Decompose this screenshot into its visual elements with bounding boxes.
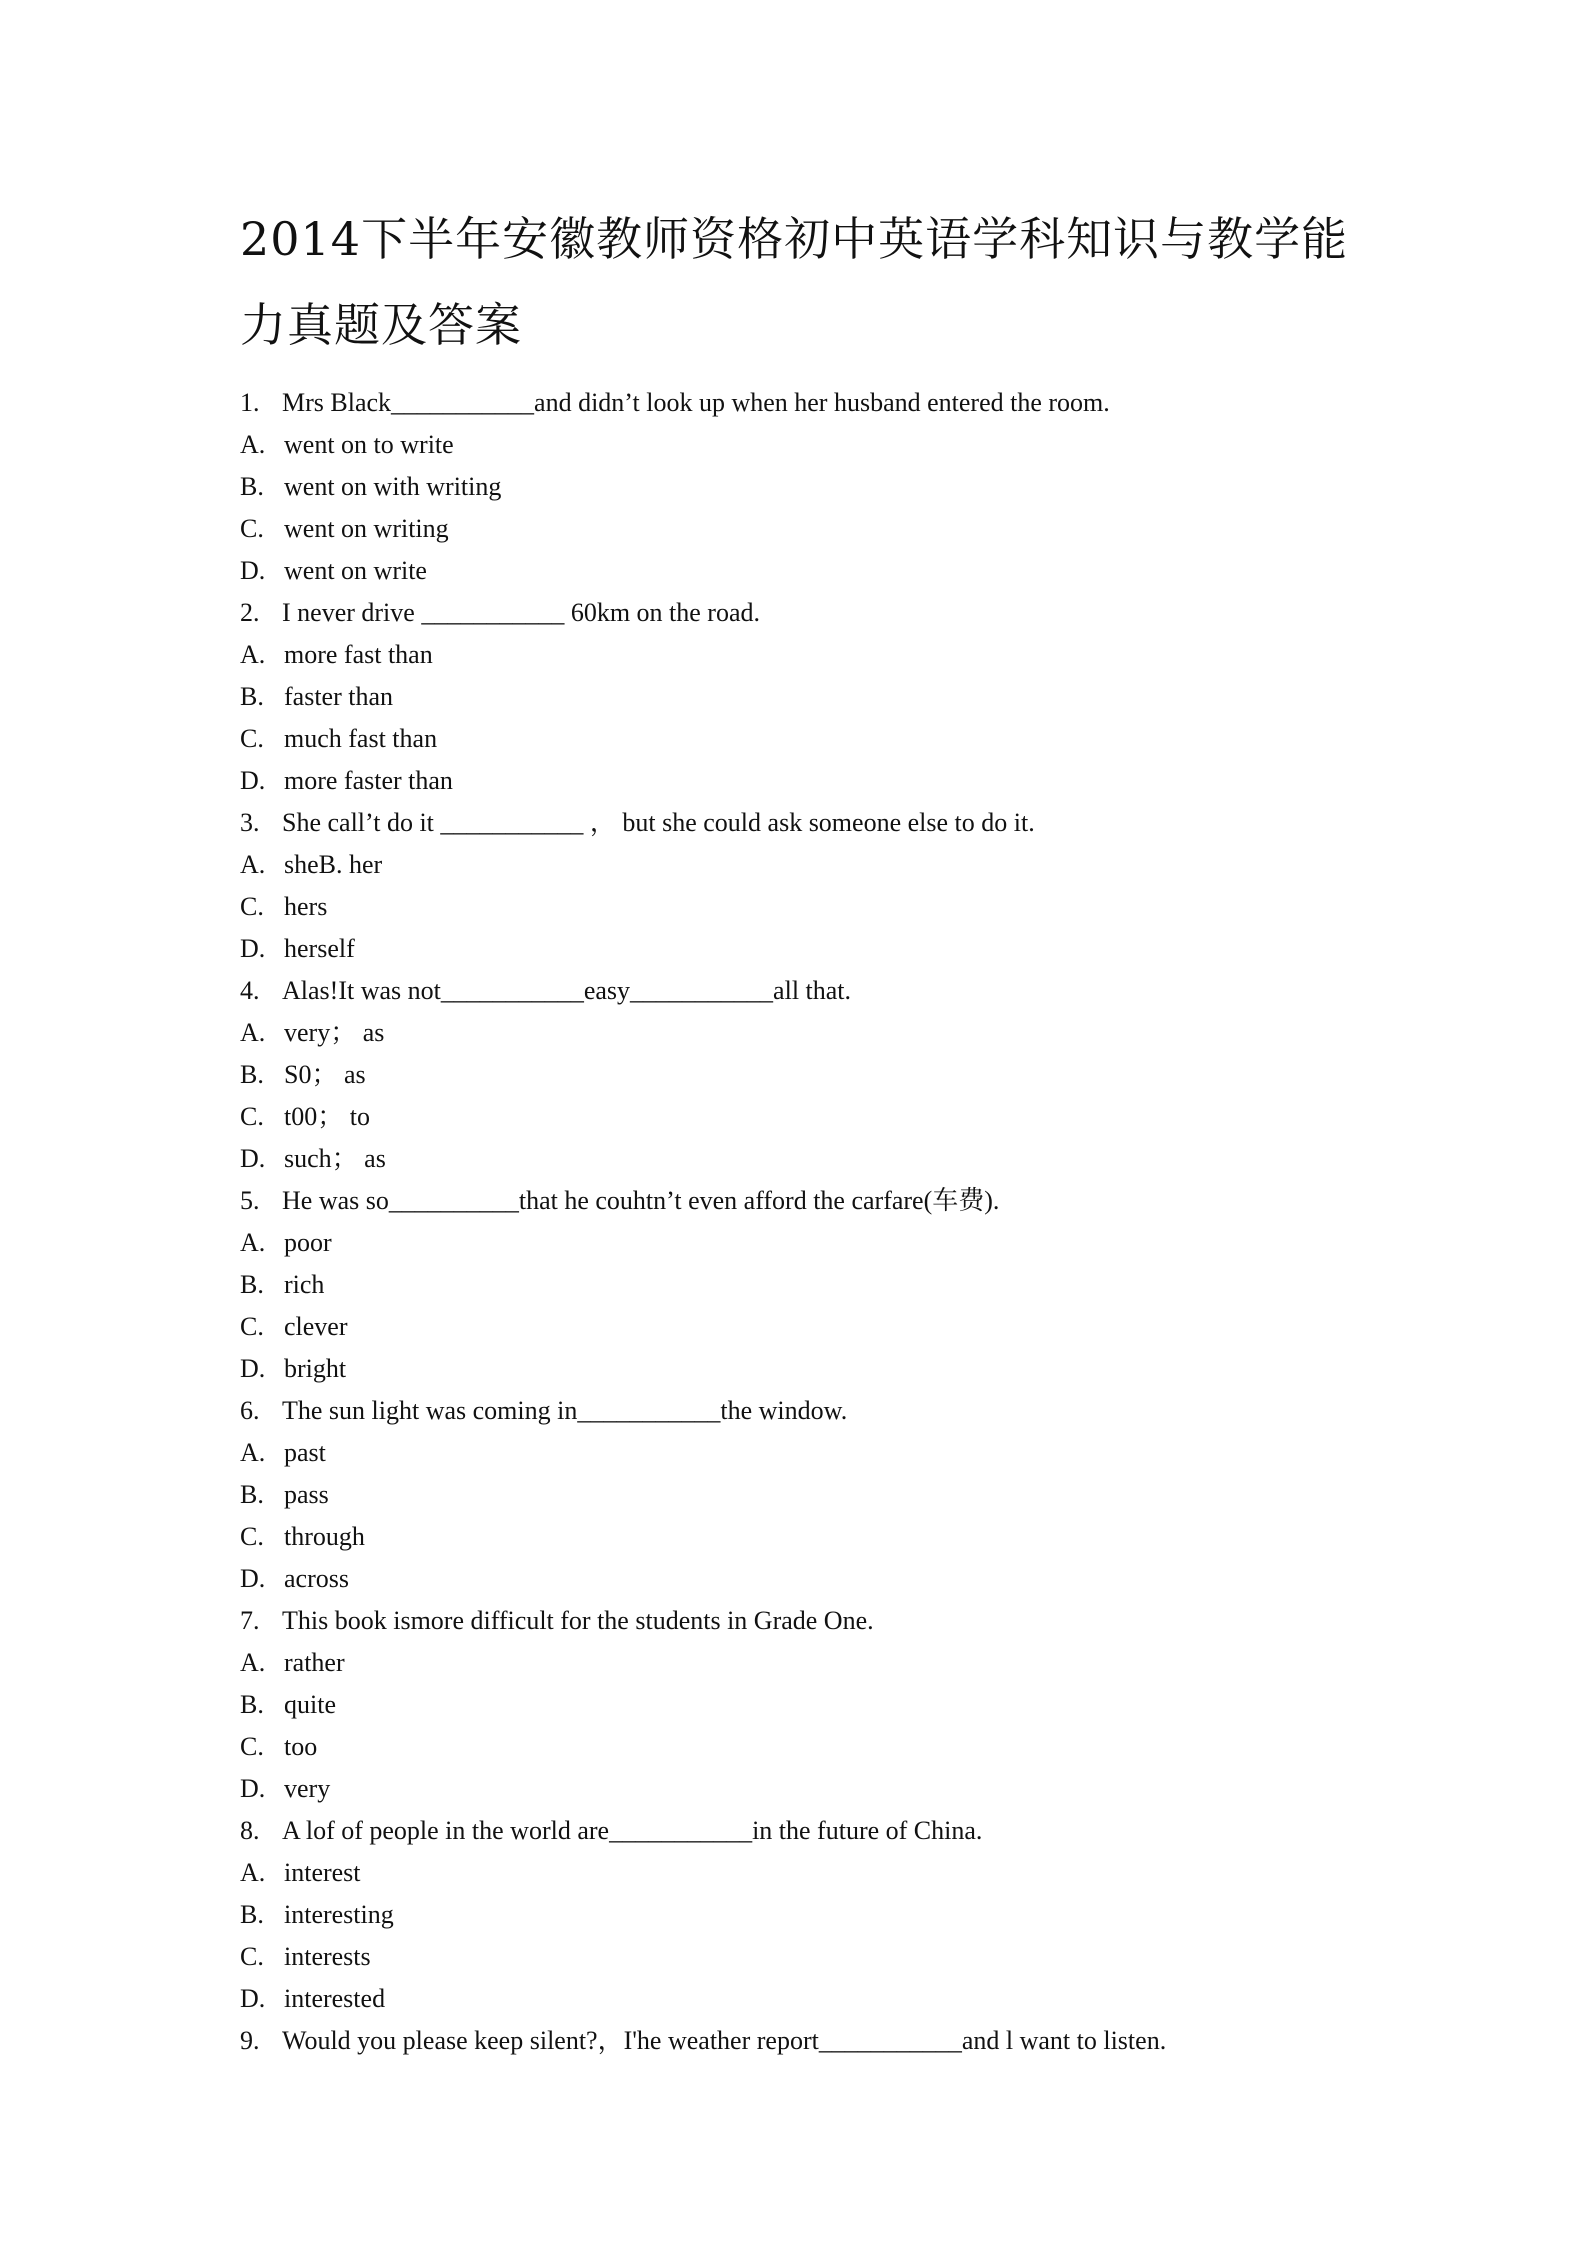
option-letter: A. [240, 1018, 266, 1047]
answer-option [240, 1516, 1360, 1558]
question-stem [240, 802, 1360, 844]
option-text: went on write [284, 556, 427, 585]
answer-option [240, 1348, 1360, 1390]
question-number: 1. [240, 388, 260, 417]
question-text: I never drive ___________ 60km on the road. [282, 598, 761, 627]
answer-option [240, 844, 1360, 886]
answer-option [240, 1894, 1360, 1936]
option-text: such； as [284, 1144, 386, 1173]
answer-option [240, 466, 1360, 508]
answer-option [240, 550, 1360, 592]
question-text: A lof of people in the world are___________in the future of China. [282, 1816, 983, 1845]
question-number: 3. [240, 808, 260, 837]
option-letter: D. [240, 1984, 266, 2013]
answer-option [240, 928, 1360, 970]
option-letter: A. [240, 430, 266, 459]
option-text: clever [284, 1312, 348, 1341]
question-number: 9. [240, 2026, 260, 2055]
option-text: across [284, 1564, 349, 1593]
document-page [240, 196, 1360, 2062]
answer-option [240, 1978, 1360, 2020]
answer-option [240, 1684, 1360, 1726]
question-stem [240, 1390, 1360, 1432]
question-stem [240, 382, 1360, 424]
question-number: 5. [240, 1186, 260, 1215]
question-stem [240, 1810, 1360, 1852]
option-letter: C. [240, 1942, 264, 1971]
answer-option [240, 508, 1360, 550]
option-letter: A. [240, 850, 266, 879]
question-stem [240, 1600, 1360, 1642]
option-text: rather [284, 1648, 345, 1677]
option-text: S0； as [284, 1060, 366, 1089]
answer-option [240, 1852, 1360, 1894]
document-title: 2014下半年安徽教师资格初中英语学科知识与教学能力真题及答案 [240, 212, 1349, 352]
question-text: He was so__________that he couhtn’t even afford the carfare(车费). [282, 1186, 1000, 1215]
answer-option [240, 760, 1360, 802]
question-text: Alas!It was not___________easy___________all that. [282, 976, 852, 1005]
option-letter: B. [240, 1270, 264, 1299]
option-text: hers [284, 892, 328, 921]
answer-option [240, 1264, 1360, 1306]
answer-option [240, 1474, 1360, 1516]
option-text: faster than [284, 682, 394, 711]
option-text: past [284, 1438, 326, 1467]
option-text: went on writing [284, 514, 449, 543]
option-letter: B. [240, 1900, 264, 1929]
option-text: herself [284, 934, 355, 963]
answer-option [240, 1726, 1360, 1768]
answer-option [240, 634, 1360, 676]
question-number: 8. [240, 1816, 260, 1845]
option-text: very； as [284, 1018, 385, 1047]
answer-option [240, 1306, 1360, 1348]
answer-option [240, 1054, 1360, 1096]
option-letter: C. [240, 724, 264, 753]
option-text: interested [284, 1984, 386, 2013]
option-letter: A. [240, 1438, 266, 1467]
option-text: t00； to [284, 1102, 370, 1131]
answer-option [240, 1642, 1360, 1684]
question-number: 6. [240, 1396, 260, 1425]
option-letter: A. [240, 1858, 266, 1887]
answer-option [240, 1096, 1360, 1138]
question-text: Mrs Black___________and didn’t look up when her husband entered the room. [282, 388, 1110, 417]
option-letter: D. [240, 1774, 266, 1803]
question-stem [240, 1180, 1360, 1222]
answer-option [240, 1768, 1360, 1810]
option-text: through [284, 1522, 365, 1551]
option-letter: C. [240, 1732, 264, 1761]
question-number: 4. [240, 976, 260, 1005]
answer-option [240, 1222, 1360, 1264]
option-text: pass [284, 1480, 329, 1509]
option-text: more faster than [284, 766, 453, 795]
option-letter: B. [240, 1480, 264, 1509]
option-letter: A. [240, 640, 266, 669]
option-text: too [284, 1732, 318, 1761]
question-number: 7. [240, 1606, 260, 1635]
question-text: Would you please keep silent?，I'he weather report___________and l want to listen. [282, 2026, 1167, 2055]
answer-option [240, 1936, 1360, 1978]
option-letter: D. [240, 934, 266, 963]
option-letter: A. [240, 1648, 266, 1677]
option-letter: B. [240, 682, 264, 711]
answer-option [240, 1138, 1360, 1180]
option-text: went on to write [284, 430, 454, 459]
option-text: sheB. her [284, 850, 383, 879]
answer-option [240, 718, 1360, 760]
question-stem [240, 970, 1360, 1012]
option-letter: C. [240, 1312, 264, 1341]
question-text: She call’t do it ___________ ， but she could ask someone else to do it. [282, 808, 1035, 837]
answer-option [240, 1432, 1360, 1474]
option-text: went on with writing [284, 472, 502, 501]
option-letter: B. [240, 472, 264, 501]
answer-option [240, 1012, 1360, 1054]
option-text: quite [284, 1690, 336, 1719]
answer-option [240, 886, 1360, 928]
option-letter: D. [240, 1564, 266, 1593]
option-letter: D. [240, 766, 266, 795]
option-text: very [284, 1774, 331, 1803]
question-stem [240, 592, 1360, 634]
option-letter: A. [240, 1228, 266, 1257]
answer-option [240, 676, 1360, 718]
option-letter: C. [240, 514, 264, 543]
question-stem [240, 2020, 1360, 2062]
question-list [240, 382, 1360, 2062]
option-letter: C. [240, 892, 264, 921]
question-text: This book ismore difficult for the students in Grade One. [282, 1606, 874, 1635]
option-text: interests [284, 1942, 371, 1971]
option-text: interesting [284, 1900, 394, 1929]
option-text: bright [284, 1354, 347, 1383]
question-text: The sun light was coming in___________the window. [282, 1396, 848, 1425]
option-letter: C. [240, 1522, 264, 1551]
question-number: 2. [240, 598, 260, 627]
option-letter: D. [240, 1144, 266, 1173]
option-text: rich [284, 1270, 325, 1299]
option-letter: D. [240, 556, 266, 585]
option-letter: D. [240, 1354, 266, 1383]
option-text: poor [284, 1228, 332, 1257]
option-text: much fast than [284, 724, 438, 753]
option-text: more fast than [284, 640, 433, 669]
answer-option [240, 1558, 1360, 1600]
answer-option [240, 424, 1360, 466]
option-letter: C. [240, 1102, 264, 1131]
option-letter: B. [240, 1060, 264, 1089]
option-letter: B. [240, 1690, 264, 1719]
option-text: interest [284, 1858, 361, 1887]
